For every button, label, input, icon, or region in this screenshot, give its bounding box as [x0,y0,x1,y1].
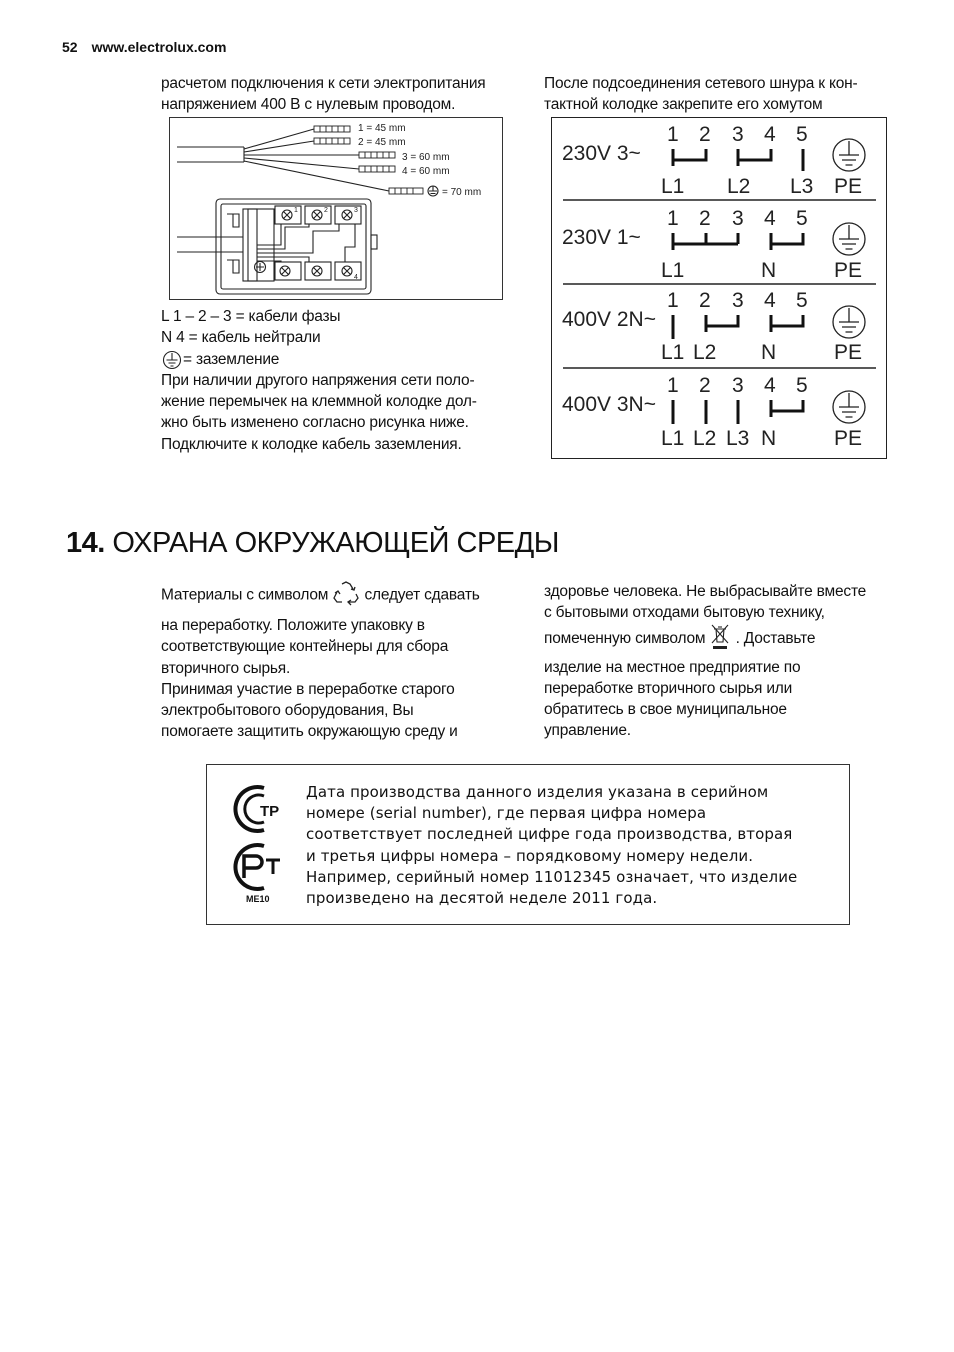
wiring-diagram-svg [169,117,503,300]
voltage-label: 230V 1~ [561,225,641,249]
terminal-number: 3 [731,206,744,230]
env-line: электробытового оборудования, Вы [161,702,414,720]
config-row-230v-3 [562,123,862,198]
env-right-symbol-line [544,624,866,657]
env-text: . Доставьте [735,629,816,647]
terminal-number: 1 [294,207,298,214]
terminal-number: 1 [666,373,679,397]
terminal-number: 2 [698,373,711,397]
wire-label-4: 4 = 60 mm [402,166,450,177]
pct-mark-icon [235,845,280,889]
terminal-number: 3 [731,373,744,397]
wiring-diagram [169,117,503,300]
env-line: помогаете защитить окружающую среду и [161,723,458,741]
weee-bin-icon [709,622,731,650]
terminal-number: 5 [795,373,808,397]
voltage-config-diagram [551,117,887,459]
terminal-number: 2 [698,288,711,312]
note-box-line: номере (serial number), где первая цифра номера [306,804,707,823]
voltage-label: 400V 2N~ [561,307,656,331]
note-line: При наличии другого напряжения сети поло- [161,371,475,389]
note-box-line: Дата производства данного изделия указана в серийном [306,783,769,801]
note-box-line: Например, серийный номер 11012345 означает, что изделие [306,867,798,886]
section-title: ОХРАНА ОКРУЖАЮЩЕЙ СРЕДЫ [112,527,559,559]
wire-label-2: 2 = 45 mm [358,137,406,148]
wire-label-1: 1 = 45 mm [358,123,406,134]
line-label: L3 [725,426,749,450]
page-header [62,39,226,55]
env-line: на переработку. Положите упаковку в [161,617,425,634]
terminal-number: 3 [731,288,744,312]
terminal-number: 4 [354,274,358,281]
env-left-text [161,584,480,743]
terminal-number: 5 [795,122,808,146]
env-text: Материалы с символом [161,586,329,604]
pe-label: PE [833,258,862,282]
line-label: L2 [692,426,716,450]
line-label: L2 [726,174,750,198]
terminal-number: 1 [666,206,679,230]
env-line: обратитесь в свое муниципальное [544,701,787,719]
env-line: изделие на местное предприятие по [544,658,801,676]
note-line: жно быть изменено согласно рисунка ниже. [161,414,469,432]
wiring-legend [161,306,477,455]
env-line: здоровье человека. Не выбрасывайте вместе [544,583,867,600]
env-line: управление. [544,722,631,740]
line-label: L1 [660,426,684,450]
env-line: переработке вторичного сырья или [544,679,793,697]
legend-neutral: N 4 = кабель нейтрали [161,329,321,347]
env-right-text [544,581,866,742]
note-line: жение перемычек на клеммной колодке дол- [161,393,477,411]
pe-label: PE [833,426,862,450]
note-line: Подключите к колодке кабель заземления. [161,435,462,453]
terminal-number: 3 [731,122,744,146]
note-box-line: соответствует последней цифре года производства, вторая [306,825,793,844]
website-link[interactable]: www.electrolux.com [91,39,227,55]
line-label: L1 [660,174,684,198]
certification-marks [228,782,292,908]
page-number: 52 [62,39,78,55]
right-intro [544,73,857,116]
line-label: N [760,340,776,364]
note-text [306,782,797,909]
legend-ground: = заземление [183,350,280,368]
terminal-number: 3 [354,207,358,214]
eac-tr-mark-icon [235,787,279,831]
legend-phase: L 1 – 2 – 3 = кабели фазы [161,308,341,325]
ground-icon [833,306,865,338]
cert-code: ME10 [246,894,270,904]
env-line: соответствующие контейнеры для сбора [161,638,449,656]
terminal-number: 5 [795,206,808,230]
env-text: следует сдавать [364,586,480,604]
svg-text:ТР: ТР [260,803,280,820]
ground-icon [833,391,865,423]
line-label: L2 [692,340,716,364]
left-intro-line: расчетом подключения к сети электропитания [161,75,486,92]
terminal-number: 2 [324,207,328,214]
env-line: Принимая участие в переработке старого [161,680,455,698]
terminal-number: 4 [763,122,776,146]
section-heading [66,527,559,560]
recycle-icon [332,580,360,607]
terminal-number: 1 [666,288,679,312]
terminal-number: 5 [795,288,808,312]
line-label: L1 [660,258,684,282]
wire-label-ground: = 70 mm [442,187,482,198]
voltage-config-svg [551,117,887,459]
config-row-400v-3n [562,374,862,450]
section-number: 14. [66,527,105,559]
terminal-number: 2 [698,122,711,146]
pe-label: PE [833,340,862,364]
env-left-first-line [161,584,480,615]
wire-label-3: 3 = 60 mm [402,152,450,163]
left-intro-line: напряжением 400 В с нулевым проводом. [161,96,456,114]
terminal-number: 1 [666,122,679,146]
voltage-label: 400V 3N~ [561,392,656,416]
env-line: с бытовыми отходами бытовую технику, [544,604,825,622]
voltage-label: 230V 3~ [561,141,641,165]
right-intro-line: После подсоединения сетевого шнура к кон- [544,75,858,92]
ground-icon [161,350,183,370]
env-line: вторичного сырья. [161,659,291,677]
right-intro-line: тактной колодке закрепите его хомутом [544,96,823,114]
line-label: N [760,426,776,450]
terminal-number: 4 [763,206,776,230]
note-box-line: и третья цифры номера – порядковому номеру недели. [306,846,754,865]
left-intro [161,73,485,116]
legend-ground-row [161,349,477,370]
ground-icon [833,139,865,171]
note-box-line: произведено на десятой неделе 2011 года. [306,888,658,907]
pe-label: PE [833,174,862,198]
env-text: помеченную символом [544,629,706,647]
terminal-number: 4 [763,373,776,397]
line-label: L1 [660,340,684,364]
terminal-number: 2 [698,206,711,230]
line-label: N [760,258,776,282]
line-label: L3 [789,174,813,198]
ground-icon [833,223,865,255]
terminal-number: 4 [763,288,776,312]
